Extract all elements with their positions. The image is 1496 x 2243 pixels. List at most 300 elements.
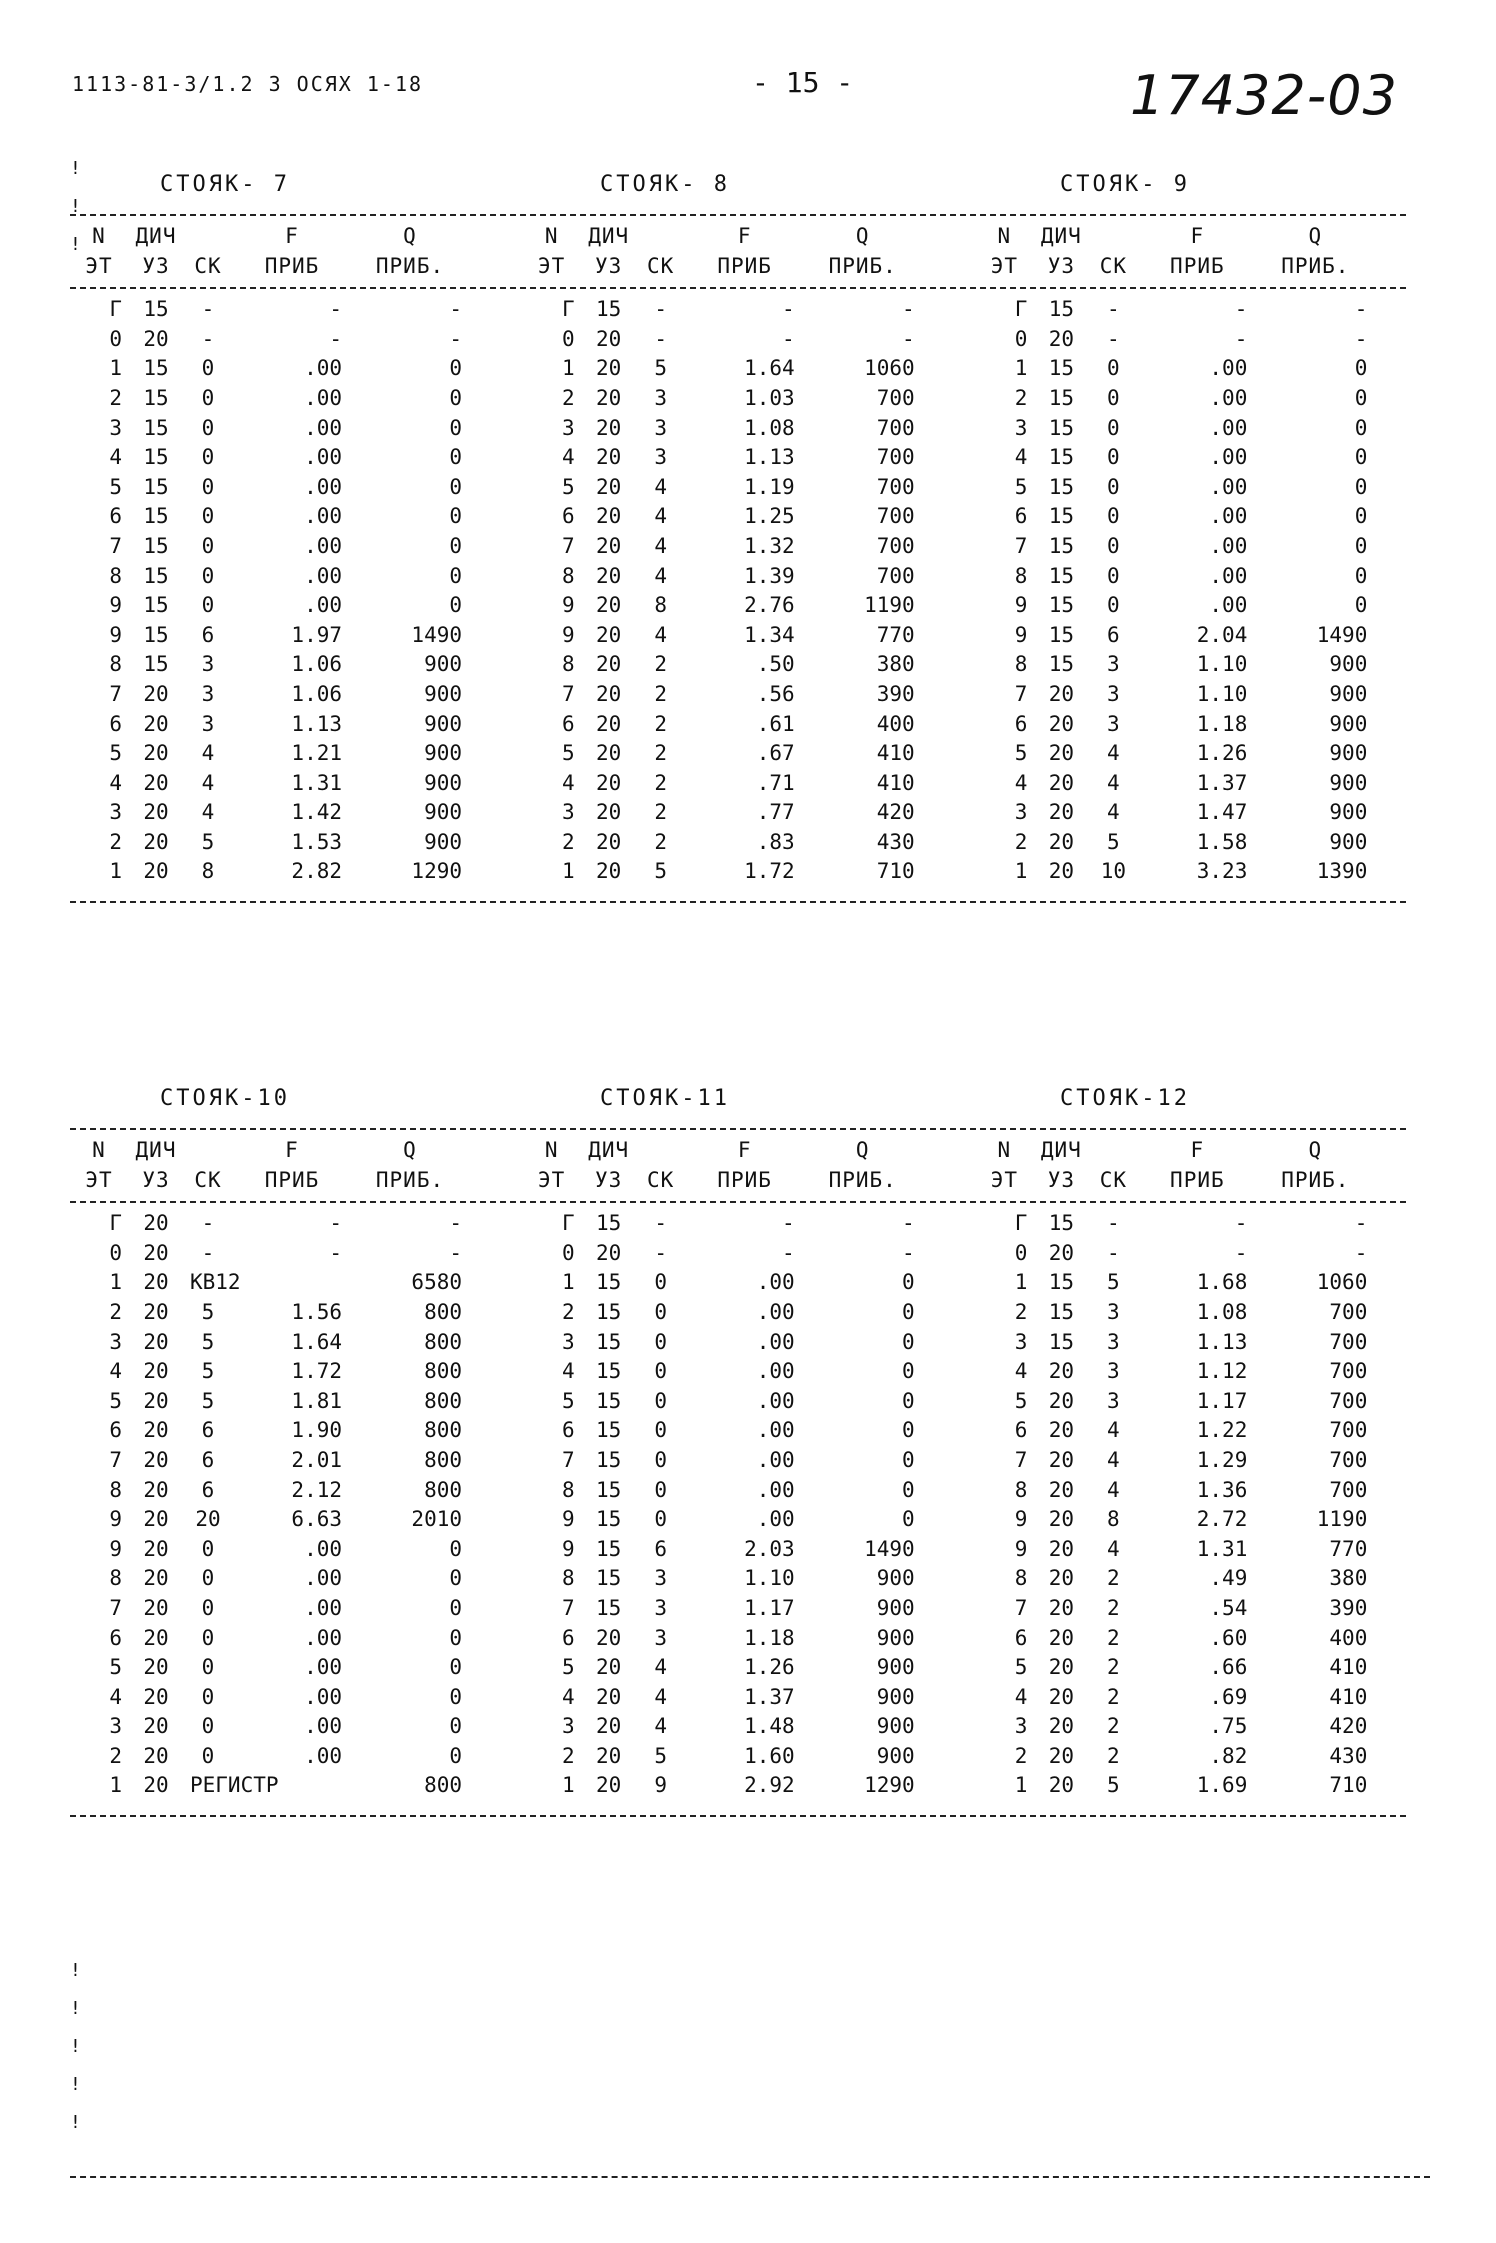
heat-cell: 900	[1329, 652, 1368, 677]
diameter-cell: 20	[596, 1773, 622, 1798]
area-cell: 1.60	[744, 1743, 795, 1768]
sections-cell: 2	[654, 741, 667, 766]
sections-cell: 4	[654, 1684, 667, 1709]
floor-cell: 1	[562, 859, 575, 884]
floor-cell: 3	[109, 800, 122, 825]
diameter-cell: 15	[1048, 1329, 1074, 1354]
heat-cell: 0	[449, 533, 462, 558]
sections-cell: 6	[654, 1536, 667, 1561]
diameter-cell: 15	[143, 385, 169, 410]
table-row	[523, 473, 954, 503]
diameter-cell: 15	[1048, 385, 1074, 410]
heat-cell: 700	[1329, 1359, 1368, 1384]
area-cell: -	[782, 326, 795, 351]
area-cell: .00	[304, 1684, 342, 1709]
area-cell: .00	[1209, 445, 1248, 470]
heat-cell: 800	[424, 1418, 462, 1443]
heat-cell: 1490	[1316, 622, 1368, 647]
table-row	[70, 1476, 501, 1506]
table-row	[975, 1742, 1406, 1772]
column-header: УЗ	[595, 253, 623, 278]
area-cell: .00	[304, 593, 342, 618]
table-row	[975, 857, 1406, 887]
floor-cell: 2	[1014, 829, 1028, 854]
stoyak-header	[70, 222, 501, 281]
area-cell: .00	[1209, 356, 1248, 381]
table-row	[523, 1594, 954, 1624]
table-row	[70, 1683, 501, 1713]
column-header: ПРИБ.	[1281, 253, 1350, 278]
table-row	[523, 1712, 954, 1742]
floor-cell: 7	[1014, 681, 1028, 706]
header-columns	[70, 1136, 1406, 1195]
heat-cell: 0	[902, 1447, 915, 1472]
column-header: ПРИБ	[264, 1167, 320, 1192]
sections-cell: 5	[654, 859, 667, 884]
table-row	[975, 502, 1406, 532]
sections-cell: 6	[1107, 622, 1120, 647]
floor-cell: 6	[109, 1418, 122, 1443]
table-row	[70, 1357, 501, 1387]
floor-cell: Г	[109, 297, 122, 322]
floor-cell: 7	[109, 533, 122, 558]
sections-cell: 2	[654, 829, 667, 854]
sections-cell: КВ12	[190, 1270, 241, 1295]
area-cell: .00	[1209, 593, 1248, 618]
area-cell: .69	[1209, 1684, 1248, 1709]
diameter-cell: 20	[1048, 1773, 1074, 1798]
area-cell: .00	[304, 1655, 342, 1680]
heat-cell: 390	[876, 681, 915, 706]
heat-cell: 900	[424, 741, 462, 766]
floor-cell: 9	[562, 1507, 575, 1532]
floor-cell: 5	[109, 1655, 122, 1680]
area-cell: 1.26	[1196, 741, 1248, 766]
document-number: 17432-03	[1130, 64, 1398, 127]
area-cell: -	[1234, 1240, 1248, 1265]
column-header: СК	[1099, 1167, 1127, 1192]
sections-cell: 4	[654, 474, 667, 499]
diameter-cell: 15	[1048, 415, 1074, 440]
heat-cell: 900	[876, 1714, 915, 1739]
floor-cell: 3	[562, 415, 575, 440]
heat-cell: 900	[876, 1566, 915, 1591]
heat-cell: 700	[1329, 1447, 1368, 1472]
floor-cell: 9	[109, 622, 122, 647]
heat-cell: 0	[449, 593, 462, 618]
diameter-cell: 15	[1048, 622, 1074, 647]
heat-cell: 430	[1329, 1743, 1368, 1768]
diameter-cell: 20	[1048, 829, 1074, 854]
sections-cell: 2	[654, 711, 667, 736]
sections-cell: 8	[201, 859, 215, 884]
heat-cell: 700	[1329, 1329, 1368, 1354]
area-cell: 1.19	[744, 474, 795, 499]
column-header	[637, 1136, 685, 1166]
sections-cell: 0	[201, 1566, 215, 1591]
area-cell: 1.18	[744, 1625, 795, 1650]
table-row	[975, 414, 1406, 444]
area-cell: .00	[1209, 415, 1248, 440]
heat-cell: -	[449, 1240, 462, 1265]
floor-cell: 1	[562, 1270, 575, 1295]
diameter-cell: 20	[143, 681, 169, 706]
diameter-cell: 20	[143, 1329, 169, 1354]
floor-cell: 1	[1014, 1773, 1028, 1798]
heat-cell: 900	[1329, 741, 1368, 766]
area-cell: .77	[756, 800, 795, 825]
area-cell: 1.06	[291, 652, 342, 677]
diameter-cell: 15	[596, 1595, 622, 1620]
table-rule	[70, 1128, 1406, 1130]
diameter-cell: 20	[143, 1743, 169, 1768]
sections-cell: 6	[201, 1418, 215, 1443]
floor-cell: 6	[562, 711, 575, 736]
table-row	[70, 1535, 501, 1565]
floor-cell: 5	[1014, 474, 1028, 499]
heat-cell: -	[449, 1211, 462, 1236]
area-cell: 1.26	[744, 1655, 795, 1680]
sections-cell: -	[654, 1211, 667, 1236]
diameter-cell: 15	[1048, 504, 1074, 529]
area-cell: 1.10	[744, 1566, 795, 1591]
sections-cell: 4	[654, 533, 667, 558]
floor-cell: 7	[109, 1595, 122, 1620]
stoyak-title: СТОЯК- 9	[1060, 172, 1190, 197]
heat-cell: 0	[449, 356, 462, 381]
floor-cell: 6	[109, 1625, 122, 1650]
stoyak-header	[523, 222, 954, 281]
area-cell: -	[782, 1211, 795, 1236]
floor-cell: 7	[562, 1595, 575, 1620]
document-code: 1113-81-3/1.2 3 ОСЯХ 1-18	[72, 72, 424, 96]
heat-cell: 1190	[864, 593, 915, 618]
column-header	[1089, 222, 1137, 252]
floor-cell: 9	[1014, 622, 1028, 647]
sections-cell: 0	[201, 1595, 215, 1620]
table-row	[70, 562, 501, 592]
sections-cell: -	[201, 1211, 215, 1236]
sections-cell: 5	[1107, 829, 1120, 854]
table-row	[975, 1357, 1406, 1387]
table-row	[523, 1209, 954, 1239]
sections-cell: 5	[1107, 1270, 1120, 1295]
sections-cell: 0	[201, 385, 215, 410]
diameter-cell: 20	[596, 800, 622, 825]
header-row	[523, 1136, 954, 1166]
heat-cell: 900	[424, 652, 462, 677]
floor-cell: 4	[562, 1684, 575, 1709]
heat-cell: 420	[1329, 1714, 1368, 1739]
table-row	[523, 1771, 954, 1801]
area-cell: 2.03	[744, 1536, 795, 1561]
diameter-cell: 20	[143, 326, 169, 351]
column-header: F	[1190, 224, 1205, 248]
floor-cell: 6	[562, 1625, 575, 1650]
sections-cell: 0	[201, 415, 215, 440]
column-header: ДИЧ	[135, 224, 177, 248]
floor-cell: 4	[1014, 770, 1028, 795]
diameter-cell: 20	[1048, 1743, 1074, 1768]
heat-cell: -	[449, 326, 462, 351]
column-header: СК	[194, 1167, 222, 1192]
table-row	[70, 443, 501, 473]
diameter-cell: 15	[596, 1329, 622, 1354]
sections-cell: 3	[1107, 681, 1120, 706]
floor-cell: 8	[109, 1566, 122, 1591]
table-row	[523, 1476, 954, 1506]
diameter-cell: 15	[143, 356, 169, 381]
table-row	[975, 443, 1406, 473]
area-cell: .00	[756, 1329, 795, 1354]
floor-cell: 8	[1014, 652, 1028, 677]
diameter-cell: 20	[143, 800, 169, 825]
heat-cell: 700	[1329, 1388, 1368, 1413]
diameter-cell: 15	[1048, 297, 1074, 322]
sections-cell: 2	[1107, 1743, 1120, 1768]
heat-cell: 770	[876, 622, 915, 647]
sections-cell: 0	[654, 1329, 667, 1354]
table-row	[975, 1328, 1406, 1358]
sections-cell: 3	[1107, 1388, 1120, 1413]
floor-cell: 1	[1014, 356, 1028, 381]
area-cell: .83	[756, 829, 795, 854]
table-row	[70, 769, 501, 799]
column-header: F	[285, 1138, 299, 1162]
heat-cell: 0	[1354, 504, 1368, 529]
floor-cell: 6	[1014, 504, 1028, 529]
table-row	[975, 1446, 1406, 1476]
diameter-cell: 20	[596, 1240, 622, 1265]
area-cell: .00	[304, 1566, 342, 1591]
table-row	[975, 1771, 1406, 1801]
sections-cell: 4	[1107, 800, 1120, 825]
sections-cell: 4	[654, 563, 667, 588]
floor-cell: 0	[562, 326, 575, 351]
heat-cell: 0	[449, 415, 462, 440]
heat-cell: -	[902, 326, 915, 351]
table-row	[523, 502, 954, 532]
column-header: ЭТ	[990, 1167, 1018, 1192]
area-cell: 1.64	[291, 1329, 342, 1354]
diameter-cell: 15	[596, 1477, 622, 1502]
floor-cell: 9	[109, 1536, 122, 1561]
table-row	[523, 680, 954, 710]
table-row	[70, 828, 501, 858]
heat-cell: 700	[876, 563, 915, 588]
diameter-cell: 20	[143, 1773, 169, 1798]
floor-cell: 3	[1014, 800, 1028, 825]
sections-cell: 4	[1107, 741, 1120, 766]
sections-cell: 0	[201, 1743, 215, 1768]
floor-cell: 7	[1014, 1595, 1028, 1620]
sections-cell: 3	[201, 652, 215, 677]
heat-cell: 700	[1329, 1477, 1368, 1502]
sections-cell: 0	[201, 1684, 215, 1709]
sections-cell: 0	[1107, 563, 1120, 588]
floor-cell: 1	[109, 859, 122, 884]
table-row	[523, 621, 954, 651]
table-row	[523, 1653, 954, 1683]
heat-cell: 900	[424, 770, 462, 795]
table-row	[70, 384, 501, 414]
table-row	[523, 414, 954, 444]
heat-cell: 410	[876, 741, 915, 766]
sections-cell: 10	[1100, 859, 1126, 884]
table-row	[975, 798, 1406, 828]
floor-cell: 8	[562, 1477, 575, 1502]
floor-cell: 2	[1014, 1299, 1028, 1324]
table-row	[70, 532, 501, 562]
sections-cell: 0	[654, 1418, 667, 1443]
sections-cell: -	[1107, 326, 1120, 351]
sections-cell: 4	[201, 800, 215, 825]
heat-cell: 2010	[411, 1507, 462, 1532]
floor-cell: 9	[562, 1536, 575, 1561]
column-header: ПРИБ	[717, 1167, 772, 1192]
heat-cell: 800	[424, 1447, 462, 1472]
diameter-cell: 20	[596, 1655, 622, 1680]
table-row	[523, 1505, 954, 1535]
sections-cell: 0	[1107, 593, 1120, 618]
column-header: СК	[194, 253, 222, 278]
table-rule	[70, 287, 1406, 289]
area-cell: 1.03	[744, 385, 795, 410]
heat-cell: 900	[876, 1655, 915, 1680]
area-cell: .61	[756, 711, 795, 736]
table-row	[523, 532, 954, 562]
floor-cell: 2	[109, 1743, 122, 1768]
sections-cell: 0	[1107, 415, 1120, 440]
heat-cell: 1390	[1316, 859, 1368, 884]
table-row	[975, 739, 1406, 769]
area-cell: .00	[756, 1507, 795, 1532]
floor-cell: 0	[1014, 1240, 1028, 1265]
area-cell: 2.01	[291, 1447, 342, 1472]
stoyak-title: СТОЯК-12	[1060, 1086, 1190, 1111]
table-row	[70, 325, 501, 355]
area-cell: .00	[756, 1270, 795, 1295]
column-header: ПРИБ	[717, 253, 772, 278]
floor-cell: 9	[1014, 1507, 1028, 1532]
floor-cell: 4	[1014, 1359, 1028, 1384]
data-columns	[70, 295, 1406, 887]
area-cell: 1.10	[1196, 681, 1248, 706]
floor-cell: 2	[562, 385, 575, 410]
diameter-cell: 20	[1048, 1507, 1074, 1532]
floor-cell: Г	[562, 297, 575, 322]
area-cell: 2.04	[1196, 622, 1248, 647]
area-cell: 1.48	[744, 1714, 795, 1739]
column-header: ПРИБ.	[828, 1167, 897, 1192]
diameter-cell: 20	[1048, 1566, 1074, 1591]
sections-cell: РЕГИСТР	[190, 1773, 279, 1798]
sections-cell: 4	[654, 1655, 667, 1680]
stoyak-header	[975, 222, 1406, 281]
sections-cell: -	[1107, 1240, 1120, 1265]
table-row	[975, 1505, 1406, 1535]
heat-cell: 700	[876, 474, 915, 499]
diameter-cell: 15	[143, 445, 169, 470]
diameter-cell: 20	[596, 770, 622, 795]
diameter-cell: 20	[1048, 800, 1074, 825]
table-row	[523, 1564, 954, 1594]
sections-cell: 5	[201, 829, 215, 854]
sections-cell: 9	[654, 1773, 667, 1798]
sections-cell: 0	[1107, 533, 1120, 558]
area-cell: 1.53	[291, 829, 342, 854]
floor-cell: 1	[562, 1773, 575, 1798]
heat-cell: 1290	[864, 1773, 915, 1798]
floor-cell: 9	[1014, 593, 1028, 618]
diameter-cell: 20	[596, 652, 622, 677]
floor-cell: 7	[1014, 533, 1028, 558]
column-header: N	[997, 1138, 1012, 1162]
sections-cell: 5	[1107, 1773, 1120, 1798]
diameter-cell: 15	[143, 652, 169, 677]
diameter-cell: 15	[596, 1536, 622, 1561]
heat-cell: -	[1354, 326, 1368, 351]
area-cell: 1.21	[291, 741, 342, 766]
table-row	[975, 591, 1406, 621]
sections-cell: -	[201, 326, 215, 351]
heat-cell: 900	[1329, 681, 1368, 706]
diameter-cell: 20	[143, 1418, 169, 1443]
sections-cell: 2	[1107, 1655, 1120, 1680]
area-cell: 1.17	[1196, 1388, 1248, 1413]
sections-cell: 0	[654, 1359, 667, 1384]
stoyak-table	[70, 295, 501, 887]
table-row	[975, 769, 1406, 799]
diameter-cell: 20	[143, 1625, 169, 1650]
heat-cell: 0	[902, 1329, 915, 1354]
floor-cell: 5	[1014, 741, 1028, 766]
sections-cell: 5	[654, 1743, 667, 1768]
area-cell: 1.12	[1196, 1359, 1248, 1384]
heat-cell: 410	[1329, 1655, 1368, 1680]
column-header: ЭТ	[85, 253, 113, 278]
column-header: ПРИБ.	[1281, 1167, 1350, 1192]
table-row	[975, 1298, 1406, 1328]
floor-cell: 2	[562, 829, 575, 854]
sections-cell: 0	[1107, 385, 1120, 410]
floor-cell: 0	[1014, 326, 1028, 351]
diameter-cell: 15	[143, 622, 169, 647]
stoyak-titles	[70, 1082, 1406, 1122]
sections-cell: 5	[201, 1388, 215, 1413]
table-row	[70, 1209, 501, 1239]
table-row	[70, 354, 501, 384]
diameter-cell: 20	[596, 1743, 622, 1768]
diameter-cell: 15	[596, 1418, 622, 1443]
diameter-cell: 20	[143, 1388, 169, 1413]
sections-cell: -	[201, 1240, 215, 1265]
column-header: УЗ	[142, 253, 170, 278]
table-row	[523, 1268, 954, 1298]
table-row	[70, 1564, 501, 1594]
column-header: УЗ	[142, 1167, 170, 1192]
column-header: УЗ	[1047, 1167, 1075, 1192]
sections-cell: 4	[1107, 1447, 1120, 1472]
area-cell: .00	[1209, 474, 1248, 499]
table-row	[975, 384, 1406, 414]
table-row	[70, 1239, 501, 1269]
heat-cell: 400	[876, 711, 915, 736]
diameter-cell: 20	[596, 326, 622, 351]
area-cell: .00	[756, 1418, 795, 1443]
stoyak-header	[975, 1136, 1406, 1195]
stoyak-table	[523, 1209, 954, 1801]
